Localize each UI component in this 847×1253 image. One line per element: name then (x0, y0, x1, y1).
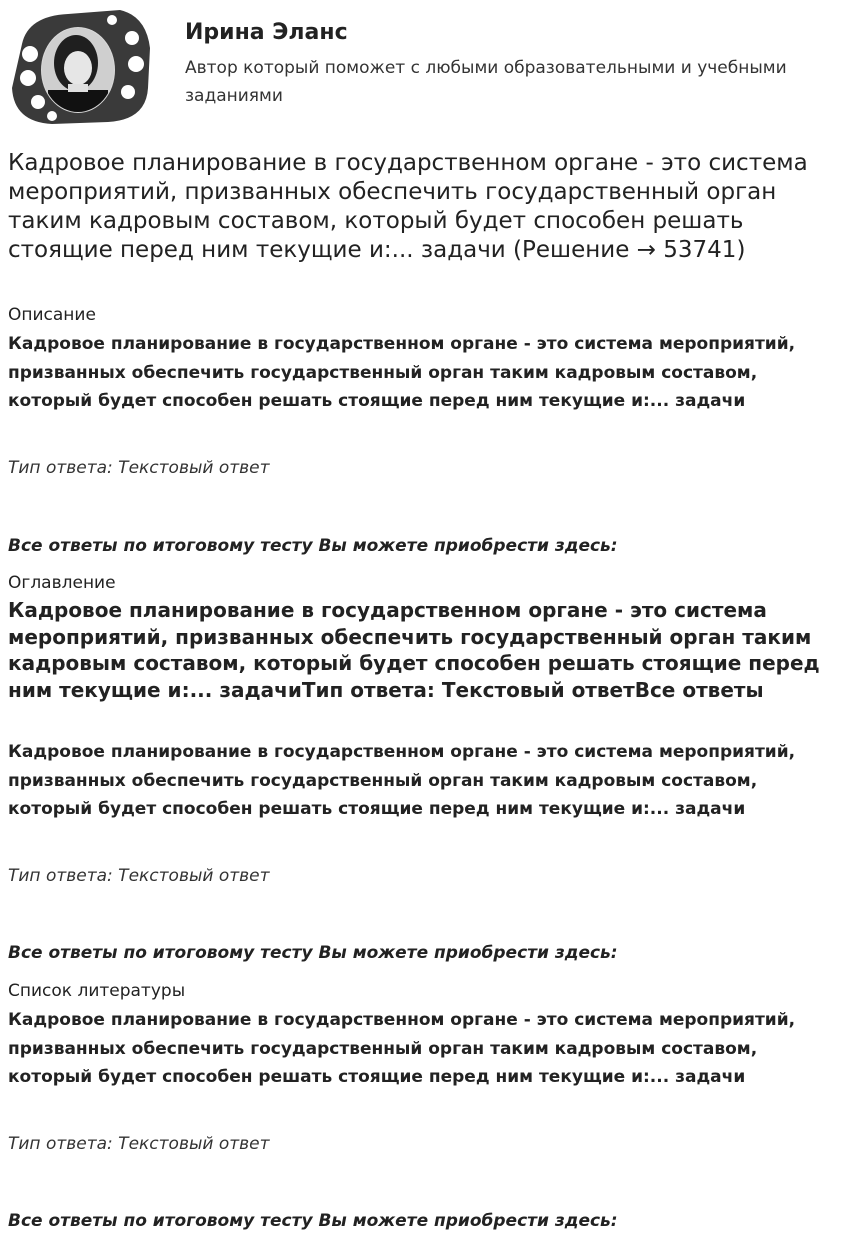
author-avatar[interactable] (8, 8, 152, 126)
description-answer-type: Тип ответа: Текстовый ответ (8, 458, 270, 478)
bibliography-purchase-note: Все ответы по итоговому тесту Вы можете приобрести здесь: (8, 1211, 618, 1231)
toc-answer-type: Тип ответа: Текстовый ответ (8, 866, 270, 886)
bibliography-body: Кадровое планирование в государственном органе - это система мероприятий, призванных обеспечить государственный орган таким кадровым составом, который будет способен решать стоящие перед ним текущие и:... задачи (8, 1010, 796, 1087)
author-name[interactable]: Ирина Эланс (185, 20, 348, 45)
description-body: Кадровое планирование в государственном органе - это система мероприятий, призванных обеспечить государственный орган таким кадровым составом, который будет способен решать стоящие перед ним текущие и:... задачи (8, 334, 796, 411)
bibliography-label: Список литературы (8, 981, 186, 1001)
toc-heading: Кадровое планирование в государственном органе - это система мероприятий, призванных обеспечить государственный орган таким кадровым составом, который будет способен решать стоящие перед ним текущие и:... задачиТип ответа: Текстовый ответВсе ответы (8, 598, 820, 702)
toc-purchase-note: Все ответы по итоговому тесту Вы можете приобрести здесь: (8, 943, 618, 963)
page-title: Кадровое планирование в государственном органе - это система мероприятий, призванных обеспечить государственный орган таким кадровым составом, который будет способен решать стоящие перед ним текущие и:... задачи (Решение → 53741) (8, 150, 808, 263)
description-label: Описание (8, 305, 96, 325)
toc-label: Оглавление (8, 573, 116, 593)
description-purchase-note: Все ответы по итоговому тесту Вы можете приобрести здесь: (8, 536, 618, 556)
author-card (8, 8, 838, 126)
toc-body: Кадровое планирование в государственном органе - это система мероприятий, призванных обеспечить государственный орган таким кадровым составом, который будет способен решать стоящие перед ним текущие и:... задачи (8, 742, 796, 819)
bibliography-answer-type: Тип ответа: Текстовый ответ (8, 1134, 270, 1154)
author-description: Автор который поможет с любыми образовательными и учебными заданиями (185, 58, 787, 106)
